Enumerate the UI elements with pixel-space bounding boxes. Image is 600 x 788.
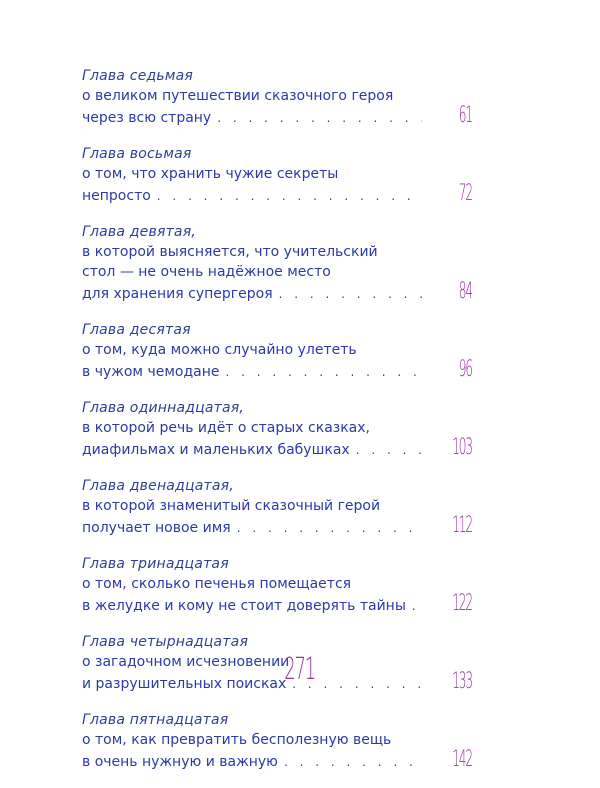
chapter-description-last-line [82, 279, 472, 304]
chapter-description [82, 418, 472, 460]
chapter-description-last-line [82, 103, 472, 128]
chapter-page-number: 96 [458, 357, 472, 382]
toc-entry [82, 554, 472, 616]
chapter-page-number: 112 [452, 513, 472, 538]
chapter-title: Глава одиннадцатая, [82, 400, 245, 416]
chapter-description-line: о загадочном исчезновении [82, 654, 290, 670]
chapter-page-number: 61 [458, 103, 472, 128]
chapter-title: Глава седьмая [82, 68, 194, 84]
chapter-title: Глава восьмая [82, 146, 192, 162]
chapter-title: Глава четырнадцатая [82, 634, 249, 650]
chapter-description-line: о том, куда можно случайно улететь [82, 342, 357, 358]
chapter-description-line: о том, что хранить чужие секреты [82, 166, 339, 182]
chapter-description-line: о том, как превратить бесполезную вещь [82, 732, 392, 748]
chapter-description-last-line [82, 513, 472, 538]
toc-entry [82, 476, 472, 538]
chapter-page-number: 133 [452, 669, 472, 694]
chapter-description-line: стол — не очень надёжное место [82, 264, 331, 280]
chapter-title: Глава тринадцатая [82, 556, 229, 572]
toc-entry [82, 222, 472, 304]
toc-entry [82, 710, 472, 772]
chapter-page-number: 103 [452, 435, 472, 460]
chapter-description [82, 164, 472, 206]
chapter-description-line: непросто [82, 188, 151, 204]
chapter-description-line: диафильмах и маленьких бабушках [82, 442, 350, 458]
dot-leader [412, 596, 422, 616]
chapter-description [82, 86, 472, 128]
dot-leader [284, 752, 422, 772]
chapter-description [82, 574, 472, 616]
chapter-description-line: в очень нужную и важную [82, 754, 278, 770]
chapter-description-line: в чужом чемодане [82, 364, 220, 380]
chapter-description-line: получает новое имя [82, 520, 231, 536]
toc-entry [82, 398, 472, 460]
dot-leader [279, 284, 422, 304]
chapter-page-number: 122 [452, 591, 472, 616]
chapter-description-line: в которой речь идёт о старых сказках, [82, 420, 370, 436]
chapter-description-line: в которой выясняется, что учительский [82, 244, 378, 260]
chapter-description-last-line [82, 591, 472, 616]
chapter-title: Глава пятнадцатая [82, 712, 229, 728]
dot-leader [356, 440, 422, 460]
chapter-description-line: в желудке и кому не стоит доверять тайны [82, 598, 406, 614]
chapter-page-number: 84 [458, 279, 472, 304]
chapter-page-number: 142 [452, 747, 472, 772]
chapter-description-line: и разрушительных поисках [82, 676, 287, 692]
toc-entry [82, 320, 472, 382]
chapter-title: Глава десятая [82, 322, 191, 338]
chapter-description-last-line [82, 435, 472, 460]
chapter-description-line: через всю страну [82, 110, 212, 126]
dot-leader [237, 518, 422, 538]
chapter-description-line: для хранения супергероя [82, 286, 273, 302]
dot-leader [157, 186, 422, 206]
chapter-title: Глава девятая, [82, 224, 196, 240]
chapter-description-last-line [82, 181, 472, 206]
chapter-description [82, 730, 472, 772]
toc-entry [82, 66, 472, 128]
chapter-description [82, 496, 472, 538]
folio-number: 271 [284, 652, 316, 687]
dot-leader [225, 362, 422, 382]
chapter-description-line: в которой знаменитый сказочный герой [82, 498, 381, 514]
chapter-title: Глава двенадцатая, [82, 478, 234, 494]
chapter-description-line: о великом путешествии сказочного героя [82, 88, 394, 104]
chapter-description-line: о том, сколько печенья помещается [82, 576, 352, 592]
toc-entry [82, 144, 472, 206]
page-number-footer [0, 652, 600, 687]
chapter-description-last-line [82, 747, 472, 772]
chapter-page-number: 72 [458, 181, 472, 206]
dot-leader [217, 108, 422, 128]
chapter-description [82, 340, 472, 382]
chapter-description-last-line [82, 357, 472, 382]
chapter-description [82, 242, 472, 304]
